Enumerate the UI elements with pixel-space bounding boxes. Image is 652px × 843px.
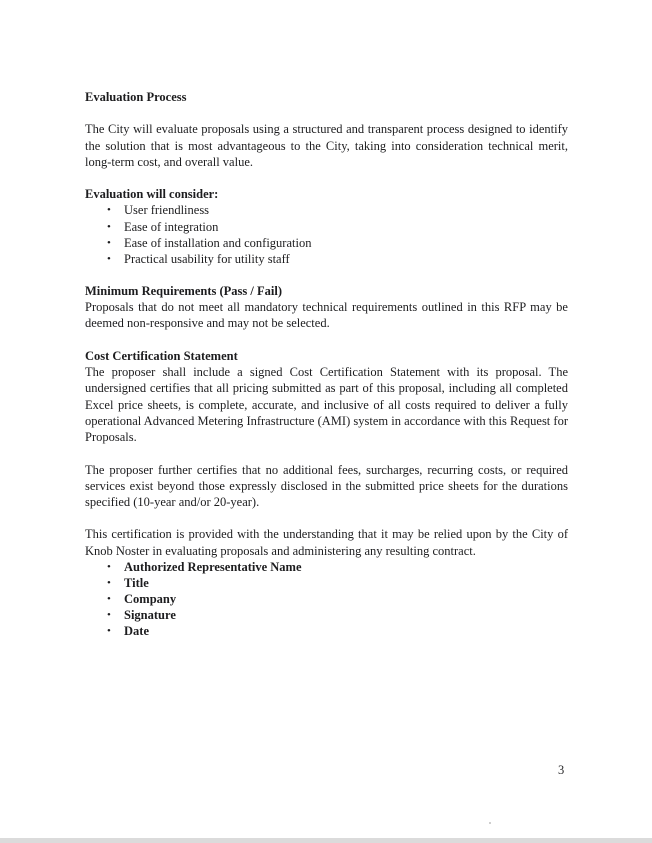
- list-item-label: Ease of integration: [124, 219, 219, 234]
- blank-line: [85, 105, 568, 121]
- bullet-icon: •: [107, 204, 111, 217]
- paragraph-cost-certification-1: The proposer shall include a signed Cost Certification Statement with its proposal. The undersigned certifies that all pricing submitted as part of this proposal, including all completed Excel price sheets, is complete, accurate, and inclusive of all costs required to deliver a fully operational Advanced Metering Infrastructure (AMI) system in accordance with this Request for Proposals.: [85, 365, 568, 445]
- section-heading-evaluation-consider: Evaluation will consider:: [85, 187, 219, 202]
- list-item-label: Company: [124, 592, 177, 607]
- blank-line: [85, 332, 568, 348]
- blank-line: [85, 170, 568, 186]
- list-item-label: Signature: [124, 608, 176, 623]
- list-item: [85, 219, 568, 235]
- section-heading-evaluation-process: Evaluation Process: [85, 90, 187, 104]
- list-item-label: Ease of installation and configuration: [124, 235, 312, 250]
- list-item-label: Practical usability for utility staff: [124, 251, 290, 266]
- list-item-label: Date: [124, 624, 149, 639]
- blank-line: [85, 267, 568, 283]
- list-item: [85, 607, 568, 623]
- bullet-icon: •: [107, 577, 111, 590]
- list-item-label: User friendliness: [124, 203, 210, 218]
- bullet-icon: •: [107, 220, 111, 233]
- section-heading-cost-certification: Cost Certification Statement: [85, 348, 238, 363]
- list-item-label: Authorized Representative Name: [124, 560, 302, 575]
- scan-edge: [0, 838, 652, 843]
- paragraph-certification-reliance: This certification is provided with the understanding that it may be relied upon by the City of Knob Noster in evaluating proposals and administering any resulting contract.: [85, 527, 568, 558]
- bullet-icon: •: [107, 609, 111, 622]
- page-content: [85, 89, 568, 639]
- scan-artifact: [489, 822, 491, 824]
- bullet-icon: •: [107, 236, 111, 249]
- paragraph-evaluation-process: The City will evaluate proposals using a structured and transparent process designed to identify the solution that is most advantageous to the City, taking into consideration technical merit, long-term cost, and overall value.: [85, 122, 568, 169]
- list-item: [85, 235, 568, 251]
- bullet-icon: •: [107, 561, 111, 574]
- list-item: [85, 575, 568, 591]
- section-heading-minimum-requirements: Minimum Requirements (Pass / Fail): [85, 283, 282, 298]
- list-item: [85, 202, 568, 218]
- list-item: [85, 623, 568, 639]
- list-item: [85, 591, 568, 607]
- paragraph-minimum-requirements: Proposals that do not meet all mandatory technical requirements outlined in this RFP may be deemed non-responsive and may not be selected.: [85, 300, 568, 331]
- list-item: [85, 251, 568, 267]
- list-item-label: Title: [124, 576, 149, 591]
- blank-line: [85, 510, 568, 526]
- paragraph-cost-certification-2: The proposer further certifies that no additional fees, surcharges, recurring costs, or required services exist beyond those expressly disclosed in the submitted price sheets for the durations specified (10-year and/or 20-year).: [85, 462, 568, 510]
- bullet-icon: •: [107, 252, 111, 265]
- list-item: [85, 559, 568, 575]
- bullet-icon: •: [107, 593, 111, 606]
- bullet-icon: •: [107, 625, 111, 638]
- page-number: 3: [558, 763, 565, 777]
- blank-line: [85, 446, 568, 462]
